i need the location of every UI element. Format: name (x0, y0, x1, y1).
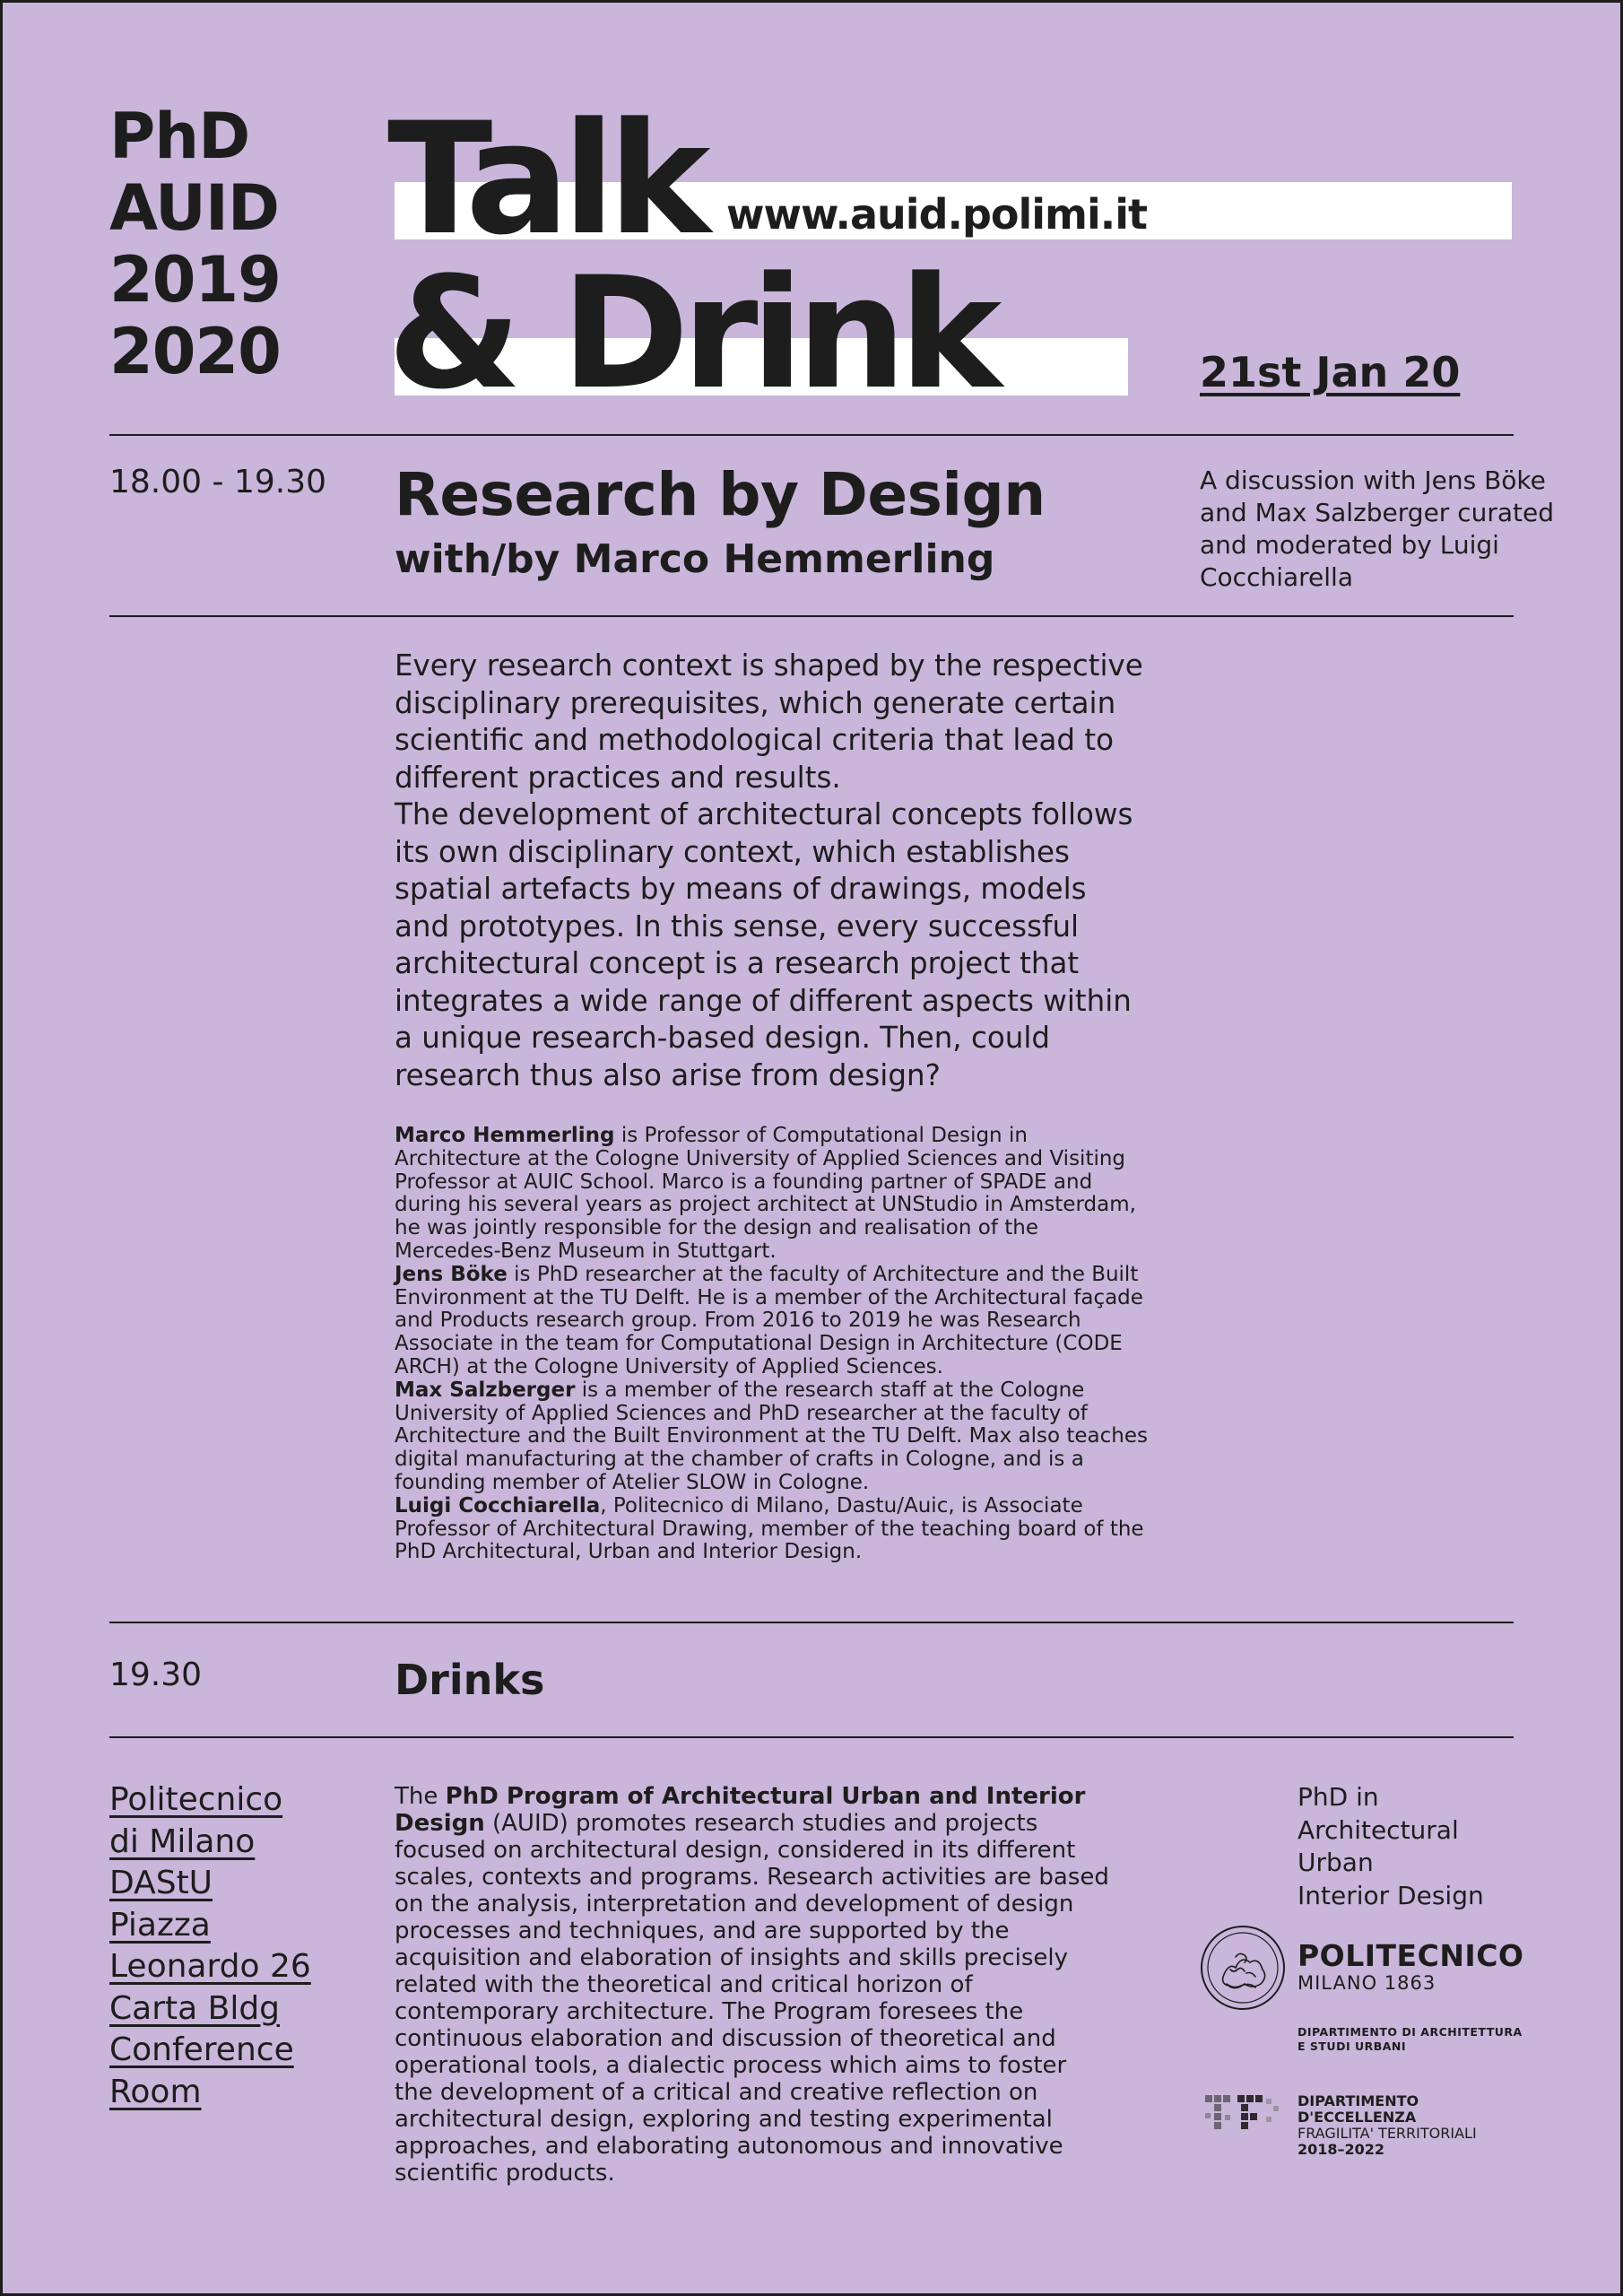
program-lead: The (395, 1783, 446, 1810)
venue-line: Room (109, 2073, 202, 2110)
phd-auid-year-block (109, 100, 343, 387)
year-end-line: 2020 (109, 315, 281, 388)
bio-name: Luigi Cocchiarella (395, 1493, 601, 1518)
divider (109, 615, 1514, 617)
venue-address (109, 1779, 378, 2113)
program-description (395, 1783, 1112, 2187)
intro-paragraph-2: The development of architectural concepts follows its own disciplinary context, which establishes spatial artefacts by means of drawings, models and prototypes. In this sense, every successful architectural concept is a research project that integrates a wide range of different aspects within a unique research-based design. Then, could research thus also arise from design? (395, 797, 1133, 1092)
dastu-line: DIPARTIMENTO DI ARCHITETTURA (1298, 2025, 1523, 2039)
bio-hemmerling (395, 1125, 1148, 1264)
venue-line: Politecnico (109, 1781, 283, 1818)
phd-in-line: Architectural (1298, 1814, 1459, 1845)
intro-paragraph-1: Every research context is shaped by the respective disciplinary prerequisites, which generate certain scientific and methodological criteria that lead to different practices and results. (395, 648, 1143, 795)
excellence-line: 2018–2022 (1298, 2141, 1385, 2158)
bio-salzberger (395, 1379, 1148, 1495)
bio-name: Marco Hemmerling (395, 1124, 615, 1147)
phd-in-label (1298, 1781, 1531, 1912)
divider (109, 434, 1514, 436)
bio-text: is Professor of Computational Design in Architecture at the Cologne University of Applied Sciences and Visiting Professor at AUIC School. Marco is a founding partner of SPADE and during his several years as project architect at UNStudio in Amsterdam, he was jointly responsible for the design and realisation of the Mercedes-Benz Museum in Stuttgart. (395, 1124, 1136, 1263)
talk-subtitle: with/by Marco Hemmerling (395, 536, 995, 582)
talk-title: Research by Design (395, 460, 1046, 529)
year-start-line: 2019 (109, 243, 281, 317)
program-text: (AUID) promotes research studies and projects focused on architectural design, considered in its different scales, contexts and programs. Research activities are based on the analysis, interpretation and development of design processes and techniques, and are supported by the acquisition and elaboration of insights and skills precisely related with the theoretical and critical horizon of contemporary architecture. The Program foresees the continuous elaboration and discussion of theoretical and operational tools, a dialectic process which aims to foster the development of a critical and creative reflection on architectural design, exploring and testing experimental approaches, and elaborating autonomous and innovative scientific products. (395, 1810, 1109, 2187)
intro-text (395, 648, 1148, 1094)
dastu-line: E STUDI URBANI (1298, 2039, 1407, 2053)
website-url[interactable]: www.auid.polimi.it (726, 190, 1147, 239)
phd-in-line: PhD in (1298, 1782, 1379, 1812)
bio-boke (395, 1264, 1148, 1379)
title-drink: & Drink (387, 243, 995, 423)
politecnico-seal-icon (1200, 1925, 1286, 2011)
divider (109, 1736, 1514, 1738)
phd-in-line: Interior Design (1298, 1880, 1484, 1910)
auid-line: AUID (109, 171, 280, 245)
title-talk: Talk (387, 89, 704, 269)
talk-time: 18.00 - 19.30 (109, 464, 326, 500)
bio-text: is PhD researcher at the faculty of Architecture and the Built Environment at the TU Delft. He is a member of the Architectural façade and Products research group. From 2016 to 2019 he was Research Associate in the team for Computational Design in Architecture (CODE ARCH) at the Cologne University of Applied Sciences. (395, 1262, 1143, 1378)
excellence-department (1298, 2093, 1549, 2158)
excellence-line: FRAGILITA' TERRITORIALI (1298, 2125, 1477, 2142)
territorial-fragility-logo-icon (1205, 2095, 1282, 2135)
speaker-bios (395, 1125, 1148, 1564)
bio-text: is a member of the research staff at the Cologne University of Applied Sciences and PhD researcher at the faculty of Architecture and the Built Environment at the TU Delft. Max also teaches digital manufacturing at the chamber of crafts in Cologne, and is a founding member of Atelier SLOW in Cologne. (395, 1378, 1148, 1494)
venue-line: Conference (109, 2031, 294, 2068)
politecnico-city: MILANO 1863 (1298, 1972, 1436, 1994)
discussion-note: A discussion with Jens Böke and Max Salzberger curated and moderated by Luigi Cocchiarella (1200, 465, 1554, 592)
bio-name: Jens Böke (395, 1262, 508, 1286)
phd-line: PhD (109, 100, 250, 173)
dastu-department (1298, 2025, 1540, 2054)
venue-line: DAStU (109, 1865, 213, 1901)
venue-line: Piazza (109, 1906, 211, 1944)
event-date: 21st Jan 20 (1200, 348, 1461, 396)
bio-text: , Politecnico di Milano, Dastu/Auic, is Associate Professor of Architectural Drawing, member of the teaching board of the PhD Architectural, Urban and Interior Design. (395, 1493, 1144, 1564)
excellence-line: D'ECCELLENZA (1298, 2109, 1417, 2126)
venue-line: di Milano (109, 1822, 256, 1860)
phd-in-line: Urban (1298, 1848, 1374, 1877)
drinks-time: 19.30 (109, 1657, 203, 1693)
venue-line: Carta Bldg (109, 1989, 281, 2027)
bio-name: Max Salzberger (395, 1378, 576, 1402)
excellence-line: DIPARTIMENTO (1298, 2092, 1419, 2109)
divider (109, 1622, 1514, 1623)
politecnico-name: POLITECNICO (1298, 1938, 1524, 1973)
program-name: PhD Program of Architectural Urban and Interior Design (395, 1783, 1086, 1837)
bio-cocchiarella (395, 1495, 1148, 1564)
venue-line: Leonardo 26 (109, 1948, 311, 1985)
drinks-title: Drinks (395, 1656, 545, 1704)
